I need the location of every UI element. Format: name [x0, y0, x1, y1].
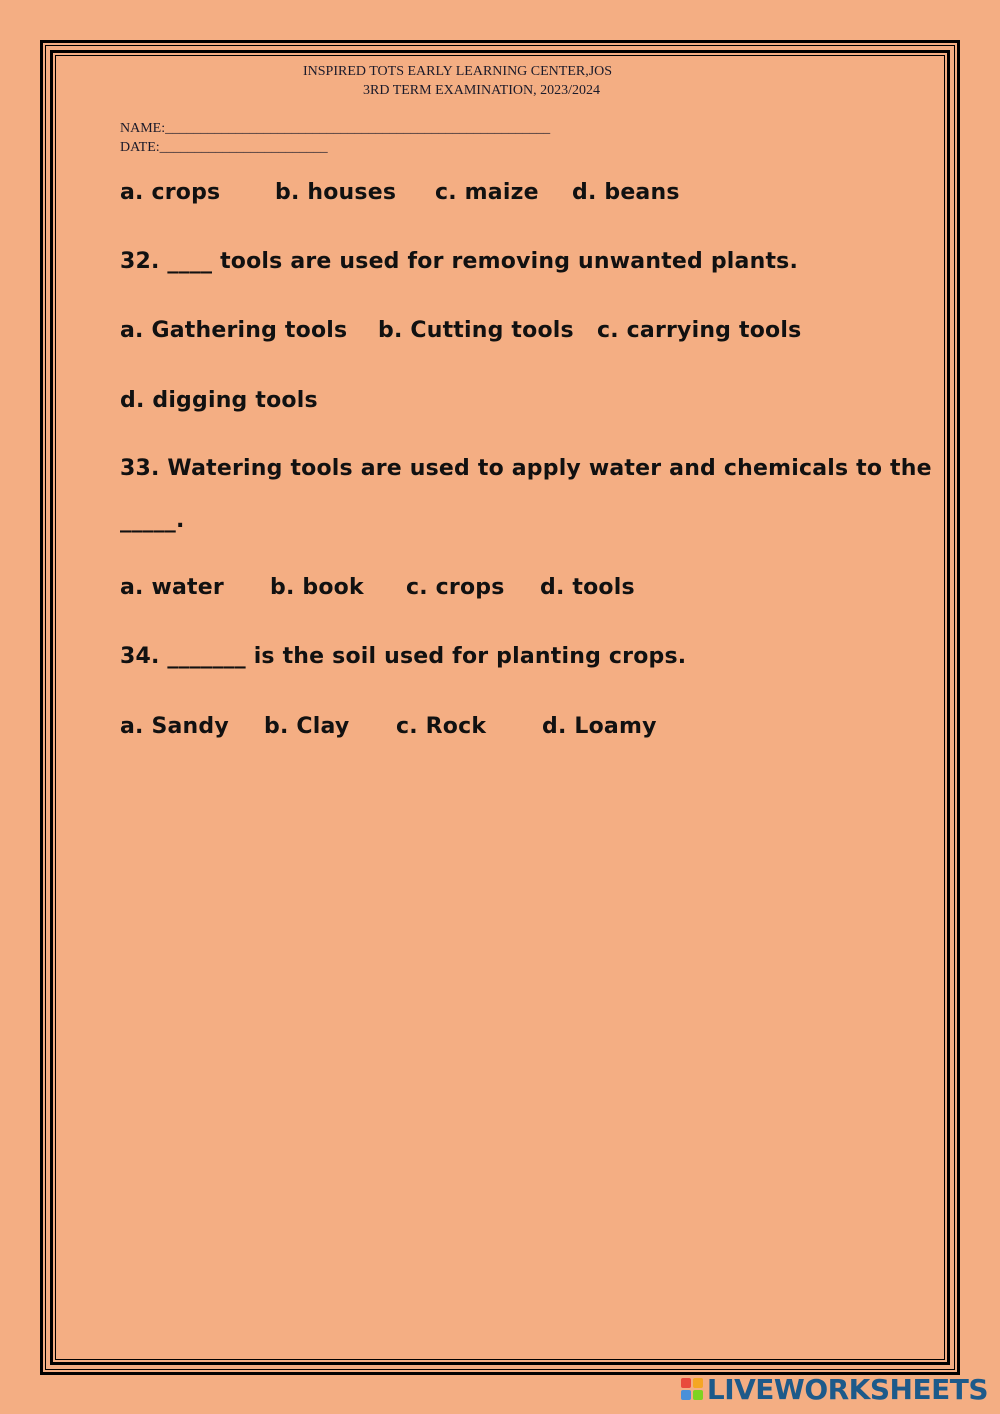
q33-option-b[interactable]: b. book	[270, 575, 364, 600]
q33-option-a[interactable]: a. water	[120, 575, 224, 600]
q31-option-d[interactable]: d. beans	[572, 180, 680, 205]
q32-option-d[interactable]: d. digging tools	[120, 388, 318, 413]
q32-option-b[interactable]: b. Cutting tools	[378, 318, 574, 343]
q34-option-d[interactable]: d. Loamy	[542, 714, 657, 739]
q34-options	[120, 714, 657, 739]
school-name: INSPIRED TOTS EARLY LEARNING CENTER,JOS	[303, 64, 613, 79]
q31-option-a[interactable]: a. crops	[120, 180, 221, 205]
q34-option-b[interactable]: b. Clay	[264, 714, 350, 739]
q33-blank: _____.	[120, 508, 185, 533]
date-field[interactable]: DATE:________________________	[120, 140, 328, 155]
q34-option-a[interactable]: a. Sandy	[120, 714, 229, 739]
q31-option-c[interactable]: c. maize	[435, 180, 539, 205]
student-info	[120, 119, 550, 157]
q31-options	[120, 180, 680, 205]
name-field[interactable]: NAME:_______________________________________________________	[120, 121, 551, 136]
q32-option-a[interactable]: a. Gathering tools	[120, 318, 348, 343]
logo-text: LIVEWORKSHEETS	[706, 1372, 988, 1406]
q32-option-c[interactable]: c. carrying tools	[597, 318, 802, 343]
liveworksheets-logo	[681, 1372, 988, 1406]
q34-text: 34. _______ is the soil used for planting crops.	[120, 644, 687, 669]
q32-options	[120, 318, 801, 343]
q33-option-c[interactable]: c. crops	[406, 575, 505, 600]
exam-title: 3RD TERM EXAMINATION, 2023/2024	[363, 83, 600, 98]
q33-options	[120, 575, 635, 600]
q33-text: 33. Watering tools are used to apply water and chemicals to the	[120, 456, 932, 481]
q33-option-d[interactable]: d. tools	[540, 575, 635, 600]
logo-blocks-icon	[681, 1378, 703, 1400]
q31-option-b[interactable]: b. houses	[275, 180, 397, 205]
q32-text: 32. ____ tools are used for removing unwanted plants.	[120, 249, 799, 274]
q34-option-c[interactable]: c. Rock	[396, 714, 487, 739]
